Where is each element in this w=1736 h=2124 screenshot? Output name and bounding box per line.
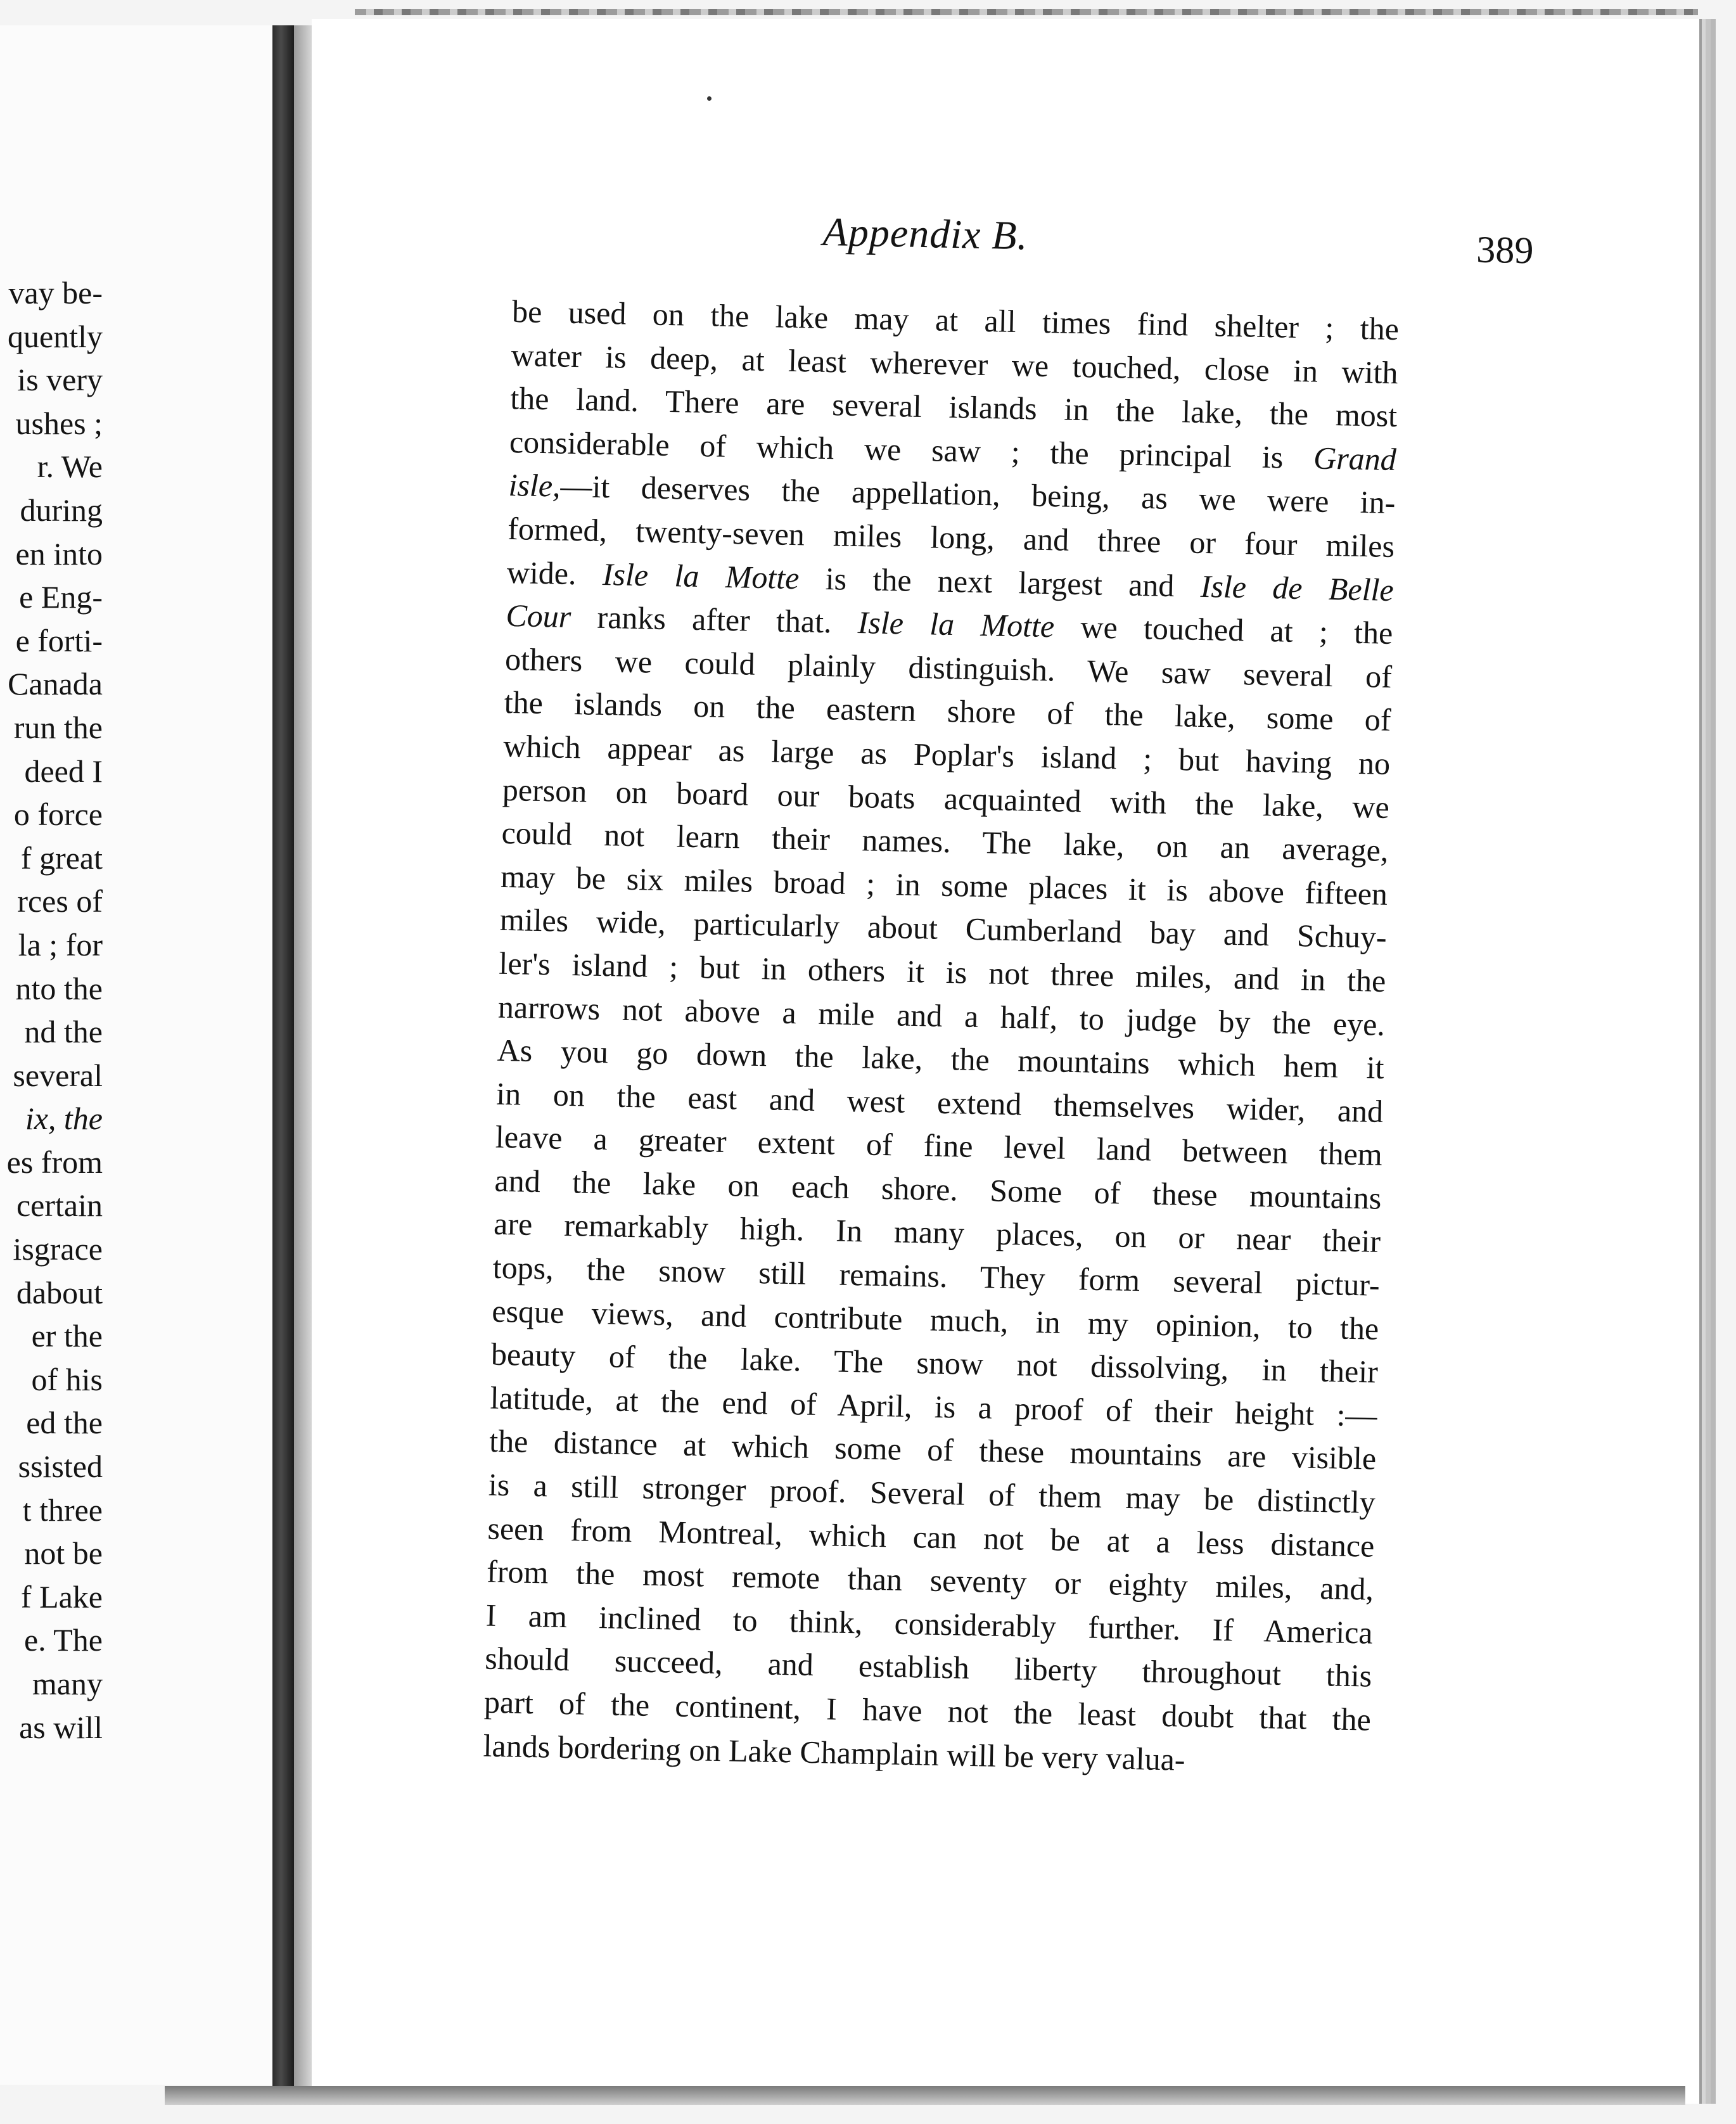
text-line: leave a greater extent of fine level land between them <box>495 1119 1383 1173</box>
left-line: er the <box>31 1318 103 1354</box>
text-segment: wide. <box>506 554 577 591</box>
left-line: e. The <box>23 1622 103 1658</box>
left-line: isgrace <box>13 1231 103 1267</box>
text-line: could not learn their names. The lake, on an average, <box>501 814 1389 869</box>
left-facing-page <box>0 25 279 2085</box>
text-line: tops, the snow still remains. They form several pictur- <box>492 1249 1381 1303</box>
text-segment: —it deserves the appellation, being, as we were in- <box>560 468 1396 521</box>
italic-term: isle, <box>508 467 561 504</box>
left-line: nd the <box>24 1014 103 1050</box>
text-line: part of the continent, I have not the least doubt that the <box>483 1684 1372 1737</box>
text-line: may be six miles broad ; in some places it is above fifteen <box>500 858 1388 912</box>
page-content <box>450 190 1685 1791</box>
text-line: the distance at which some of these mountains are visible <box>488 1423 1377 1477</box>
running-title: Appendix B. <box>822 208 1029 259</box>
body-text <box>483 290 1400 1785</box>
left-line: rces of <box>17 883 103 919</box>
text-line: the islands on the eastern shore of the lake, some of <box>504 684 1392 738</box>
left-line: as will <box>19 1709 103 1745</box>
text-line: beauty of the lake. The snow not dissolving, in their <box>490 1336 1379 1390</box>
left-line: certain <box>16 1187 103 1224</box>
left-line: t three <box>22 1492 103 1528</box>
italic-term: Isle la Motte <box>602 556 800 596</box>
text-line: esque views, and contribute much, in my opinion, to the <box>491 1293 1379 1347</box>
text-segment: we touched at ; the <box>1054 608 1393 651</box>
left-line: deed I <box>24 753 103 789</box>
left-line: not be <box>24 1535 103 1571</box>
left-line: during <box>20 492 103 528</box>
text-line: be used on the lake may at all times find shelter ; the <box>511 293 1400 347</box>
left-line: es from <box>6 1144 103 1180</box>
text-line: from the most remote than seventy or eighty miles, and, <box>486 1553 1374 1607</box>
text-line: formed, twenty-seven miles long, and three or four miles <box>507 510 1395 564</box>
left-line <box>0 1097 103 1141</box>
italic-term: Cour <box>505 598 571 635</box>
left-line: Canada <box>8 666 103 702</box>
italic-term: Grand <box>1313 440 1397 477</box>
left-line: f Lake <box>20 1578 103 1615</box>
text-line: narrows not above a mile and a half, to judge by the eye. <box>497 988 1386 1042</box>
text-line: latitude, at the end of April, is a proof of their height :— <box>490 1379 1378 1433</box>
left-line: quently <box>8 318 103 354</box>
left-line: is very <box>17 362 103 398</box>
book-binding <box>272 25 294 2091</box>
left-line: la ; for <box>18 926 103 963</box>
left-line: ed the <box>26 1405 103 1441</box>
text-line: person on board our boats acquainted with the lake, we <box>502 771 1390 825</box>
text-line: I am inclined to think, considerably further. If America <box>485 1597 1374 1651</box>
left-line: e Eng- <box>19 579 103 615</box>
text-line: the land. There are several islands in the lake, the most <box>509 380 1398 434</box>
ink-speck <box>707 96 712 101</box>
left-line: run the <box>13 709 103 745</box>
left-line: nto the <box>15 970 103 1006</box>
left-line: vay be- <box>8 275 103 310</box>
left-page-text <box>0 271 103 1749</box>
page-bottom-edge <box>165 2086 1685 2105</box>
left-line: e forti- <box>15 622 103 658</box>
running-head <box>480 190 1685 290</box>
left-line: many <box>32 1666 103 1701</box>
left-line: of his <box>31 1361 103 1397</box>
text-line: water is deep, at least wherever we touched, close in with <box>511 336 1399 390</box>
text-line: others we could plainly distinguish. We saw several of <box>504 641 1393 694</box>
text-line: As you go down the lake, the mountains which hem it <box>497 1032 1385 1085</box>
left-line: several <box>13 1057 103 1093</box>
text-segment: ranks after that. <box>570 599 858 641</box>
italic-term: Isle la Motte <box>857 605 1055 644</box>
text-segment: is the next largest and <box>798 560 1201 604</box>
left-line: ssisted <box>18 1449 103 1485</box>
text-line: in on the east and west extend themselves wider, and <box>495 1075 1384 1129</box>
right-page <box>312 19 1702 2104</box>
text-line: and the lake on each shore. Some of these mountains <box>494 1162 1382 1216</box>
left-line: o force <box>13 796 103 833</box>
page-top-edge <box>355 9 1698 15</box>
text-line: seen from Montreal, which can not be at a less distance <box>487 1510 1375 1564</box>
text-segment: considerable of which we saw ; the principal is <box>509 423 1284 475</box>
text-line: is a still stronger proof. Several of them may be distinctly <box>488 1466 1376 1520</box>
text-line: which appear as large as Poplar's island ; but having no <box>502 727 1391 781</box>
left-line-italic: ix, the <box>25 1101 103 1137</box>
text-line: should succeed, and establish liberty throughout this <box>484 1640 1372 1694</box>
page-number: 389 <box>1476 228 1535 272</box>
italic-term: Isle de Belle <box>1200 568 1395 608</box>
left-line: ushes ; <box>15 405 103 441</box>
text-line: lands bordering on Lake Champlain will be very valua- <box>483 1727 1186 1777</box>
left-line: en into <box>15 535 103 572</box>
left-line: dabout <box>16 1274 103 1310</box>
left-line: r. We <box>37 449 103 485</box>
text-line: ler's island ; but in others it is not three miles, and in the <box>498 945 1386 999</box>
left-line: f great <box>20 840 103 876</box>
text-line: are remarkably high. In many places, on or near their <box>493 1206 1381 1260</box>
text-line: miles wide, particularly about Cumberland bay and Schuy- <box>499 902 1388 956</box>
